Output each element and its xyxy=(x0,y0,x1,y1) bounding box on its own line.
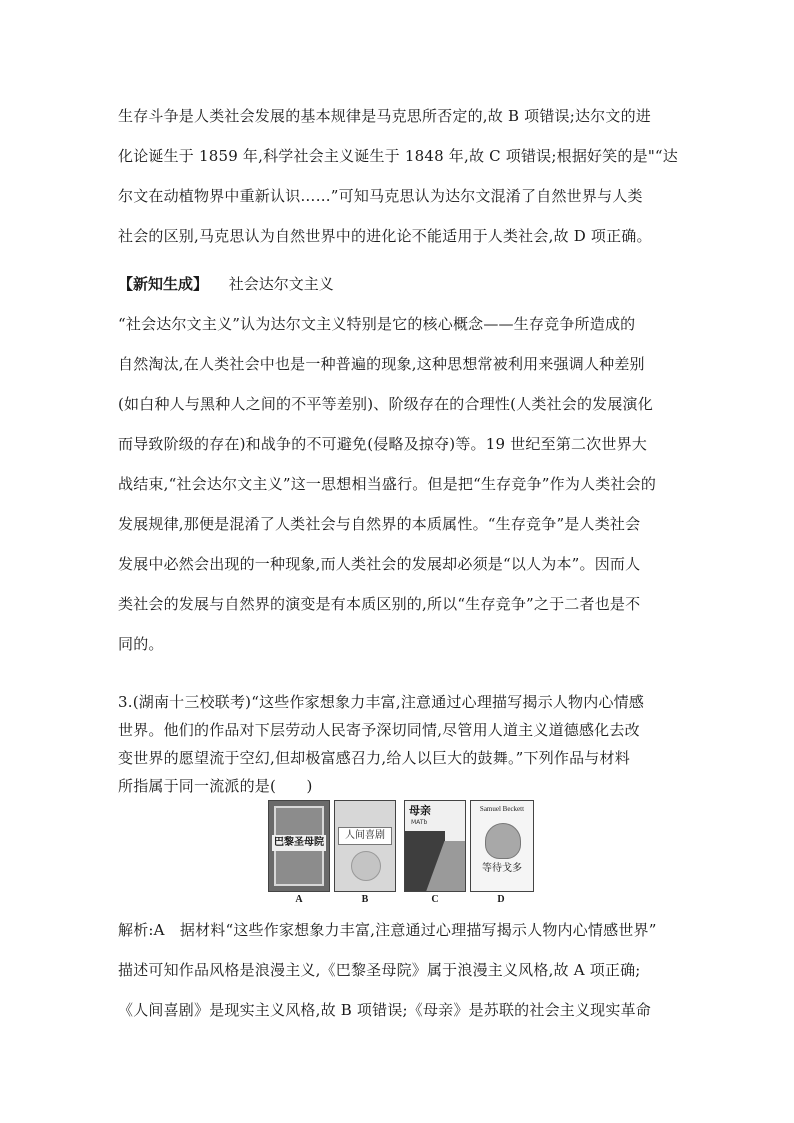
text-line: 尔文在动植物界中重新认识……”可知马克思认为达尔文混淆了自然世界与人类 xyxy=(118,187,643,205)
text-line: 世界。他们的作品对下层劳动人民寄予深切同情,尽管用人道主义道德感化去改 xyxy=(118,721,640,739)
text-line: 生存斗争是人类社会发展的基本规律是马克思所否定的,故 B 项错误;达尔文的进 xyxy=(118,107,651,125)
text-line: (如白种人与黑种人之间的不平等差别)、阶级存在的合理性(人类社会的发展演化 xyxy=(118,395,653,413)
option-letter: C xyxy=(431,894,439,905)
text-line: 自然淘汰,在人类社会中也是一种普遍的现象,这种思想常被利用来强调人种差别 xyxy=(118,355,645,373)
book-title: 等待戈多 xyxy=(482,863,522,874)
book-title: 母亲 xyxy=(409,804,431,817)
section-label: 【新知生成】 xyxy=(118,275,209,293)
book-author: Samuel Beckett xyxy=(479,805,525,813)
analysis-paragraph-1 xyxy=(118,96,680,256)
option-letter: B xyxy=(361,894,369,905)
book-title: 人间喜剧 xyxy=(338,827,392,845)
question-3 xyxy=(118,688,680,800)
text-line: 战结束,“社会达尔文主义”这一思想相当盛行。但是把“生存竞争”作为人类社会的 xyxy=(118,475,657,493)
text-line: 化论诞生于 1859 年,科学社会主义诞生于 1848 年,故 C 项错误;根据好笑的是"“达 xyxy=(118,147,678,165)
book-cover-c xyxy=(404,800,466,892)
book-cover-a xyxy=(268,800,330,892)
option-letter: A xyxy=(295,894,303,905)
text-line: 类社会的发展与自然界的演变是有本质区别的,所以“生存竞争”之于二者也是不 xyxy=(118,595,641,613)
text-line: 《人间喜剧》是现实主义风格,故 B 项错误;《母亲》是苏联的社会主义现实革命 xyxy=(118,1001,651,1019)
text-line: 发展规律,那便是混淆了人类社会与自然界的本质属性。“生存竞争”是人类社会 xyxy=(118,515,641,533)
book-cover-b xyxy=(334,800,396,892)
text-line: 而导致阶级的存在)和战争的不可避免(侵略及掠夺)等。19 世纪至第二次世界大 xyxy=(118,435,648,453)
text-line: 发展中必然会出现的一种现象,而人类社会的发展却必须是“以人为本”。因而人 xyxy=(118,555,641,573)
text-line: 解析:A 据材料“这些作家想象力丰富,注意通过心理描写揭示人物内心情感世界” xyxy=(118,921,657,939)
knowledge-paragraph xyxy=(118,304,680,664)
text-line: 描述可知作品风格是浪漫主义,《巴黎圣母院》属于浪漫主义风格,故 A 项正确; xyxy=(118,961,641,979)
text-line: 变世界的愿望流于空幻,但却极富感召力,给人以巨大的鼓舞。”下列作品与材料 xyxy=(118,749,630,767)
analysis-paragraph-2 xyxy=(118,910,680,1030)
text-line: “社会达尔文主义”认为达尔文主义特别是它的核心概念——生存竞争所造成的 xyxy=(118,315,636,333)
book-title: 巴黎圣母院 xyxy=(272,835,326,851)
book-cover-d xyxy=(470,800,534,892)
section-heading xyxy=(118,270,334,298)
book-subtitle: MATb xyxy=(411,819,428,826)
text-line: 3.(湖南十三校联考)“这些作家想象力丰富,注意通过心理描写揭示人物内心情感 xyxy=(118,693,645,711)
text-line: 同的。 xyxy=(118,635,164,653)
text-line: 社会的区别,马克思认为自然世界中的进化论不能适用于人类社会,故 D 项正确。 xyxy=(118,227,652,245)
text-line: 所指属于同一流派的是( ) xyxy=(118,777,313,795)
book-options xyxy=(268,800,550,908)
option-letter: D xyxy=(497,894,505,905)
section-title: 社会达尔文主义 xyxy=(228,275,334,293)
